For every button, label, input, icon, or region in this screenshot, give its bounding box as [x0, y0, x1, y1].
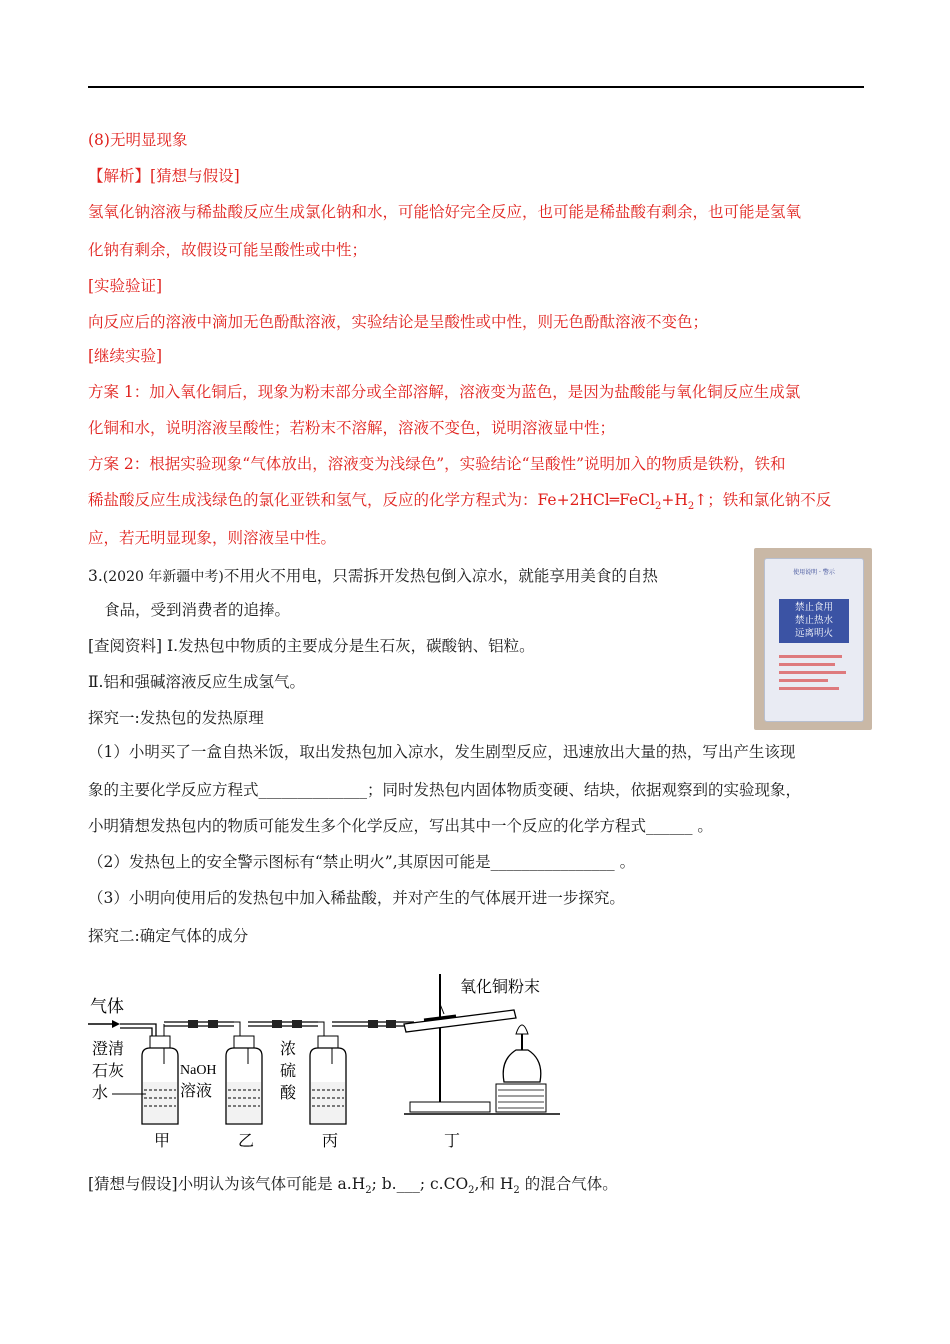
pack-fine-print [779, 655, 849, 705]
label-acid-3: 酸 [280, 1083, 297, 1102]
warning-line: 禁止食用 [794, 602, 833, 613]
hypothesis-tag: [猜想与假设] [150, 167, 240, 185]
analysis-tag: 【解析】 [88, 167, 151, 185]
reference-2: Ⅱ.铝和强碱溶液反应生成氢气。 [88, 673, 305, 691]
label-lime-2: 石灰 [92, 1061, 125, 1080]
subscript: 2 [365, 1185, 372, 1197]
label-jia: 甲 [154, 1131, 171, 1150]
bottle-bing [310, 1036, 346, 1124]
label-acid-2: 硫 [280, 1061, 297, 1080]
plan2-text-1: 方案 2：根据实验现象“气体放出，溶液变为浅绿色”，实验结论“呈酸性”说明加入的物质是铁粉，铁和 [88, 455, 786, 473]
label-cuo: 氧化铜粉末 [460, 977, 541, 996]
verify-text: 向反应后的溶液中滴加无色酚酞溶液，实验结论是呈酸性或中性，则无色酚酞溶液不变色； [88, 313, 709, 331]
continue-heading: [继续实验] [88, 347, 163, 365]
plan1-text-1: 方案 1：加入氧化铜后，现象为粉末部分或全部溶解，溶液变为蓝色，是因为盐酸能与氧化铜反应生成氯 [88, 383, 801, 401]
bottle-jia [142, 1036, 178, 1124]
warning-line: 禁止热水 [794, 615, 833, 626]
label-lime-1: 澄清 [92, 1039, 125, 1058]
hypothesis-part: ,和 H [474, 1175, 514, 1193]
warning-band [779, 599, 849, 643]
sub-question-3: （3）小明向使用后的发热包中加入稀盐酸，并对产生的气体展开进一步探究。 [88, 889, 625, 907]
equation-part: ↑；铁和氯化钠不反 [694, 491, 832, 509]
plan1-text-2: 化铜和水，说明溶液呈酸性；若粉末不溶解，溶液不变色，说明溶液显中性； [88, 419, 616, 437]
arrow-head [112, 1020, 120, 1028]
label-naoh-1: NaOH [180, 1063, 217, 1078]
explore-2-heading: 探究二:确定气体的成分 [88, 927, 249, 945]
reference-1: [查阅资料] I.发热包中物质的主要成分是生石灰，碳酸钠、铝粒。 [88, 637, 535, 655]
sub-question-1b: 象的主要化学反应方程式______________；同时发热包内固体物质变硬、结块，依据观察到的实验现象， [88, 781, 802, 799]
label-acid-1: 浓 [280, 1039, 297, 1058]
label-lime-3: 水 [92, 1083, 109, 1102]
hypothesis-part: 的混合气体。 [519, 1175, 618, 1193]
hypothesis-part: ; b.___; c.CO [371, 1175, 469, 1193]
verify-heading: [实验验证] [88, 277, 163, 295]
label-naoh-2: 溶液 [180, 1081, 213, 1100]
subscript: 2 [655, 501, 662, 513]
subscript: 2 [513, 1185, 520, 1197]
label-bing: 丙 [322, 1131, 339, 1150]
answer-8: (8)无明显现象 [88, 131, 188, 149]
sub-question-2: （2）发热包上的安全警示图标有“禁止明火”,其原因可能是________________ 。 [88, 853, 636, 871]
bottle-yi [226, 1036, 262, 1124]
analysis-text-1: 氢氧化钠溶液与稀盐酸反应生成氯化钠和水，可能恰好完全反应，也可能是稀盐酸有剩余，也可能是氢氧 [88, 203, 802, 221]
heating-pack [764, 558, 864, 722]
subscript: 2 [687, 501, 695, 513]
sub-question-1a: （1）小明买了一盒自热米饭，取出发热包加入凉水，发生剧型反应，迅速放出大量的热，写出产生该现 [88, 743, 796, 761]
header-rule [88, 86, 864, 88]
question-text: 不用火不用电，只需拆开发热包倒入凉水，就能享用美食的自热 [223, 567, 658, 585]
sub-question-1c: 小明猜想发热包内的物质可能发生多个化学反应，写出其中一个反应的化学方程式______ 。 [88, 817, 713, 835]
equation-part: 稀盐酸反应生成浅绿色的氯化亚铁和氢气，反应的化学方程式为：Fe+2HCl═FeCl [88, 491, 655, 509]
explore-1-heading: 探究一:发热包的发热原理 [88, 709, 264, 727]
pack-header: 使用说明 · 警示 [793, 569, 835, 576]
subscript: 2 [468, 1185, 475, 1197]
hypothesis-line [88, 1174, 618, 1201]
label-yi: 乙 [238, 1131, 255, 1150]
analysis-heading [88, 166, 240, 186]
label-gas: 气体 [90, 997, 124, 1017]
apparatus-diagram [84, 964, 564, 1154]
hypothesis-part: [猜想与假设]小明认为该气体可能是 a.H [88, 1175, 366, 1193]
question-source: (2020 年新疆中考) [102, 569, 224, 585]
warning-line: 远离明火 [794, 628, 833, 639]
label-ding: 丁 [444, 1131, 461, 1150]
analysis-text-2: 化钠有剩余，故假设可能呈酸性或中性； [88, 241, 368, 259]
question-3-line2: 食品，受到消费者的追捧。 [104, 601, 291, 619]
question-3 [88, 566, 658, 587]
equation-part: +H [661, 491, 688, 509]
question-number: 3. [88, 567, 103, 585]
heating-pack-photo [754, 548, 872, 730]
plan2-text-3: 应，若无明显现象，则溶液呈中性。 [88, 529, 337, 547]
plan2-text-2 [88, 490, 831, 517]
